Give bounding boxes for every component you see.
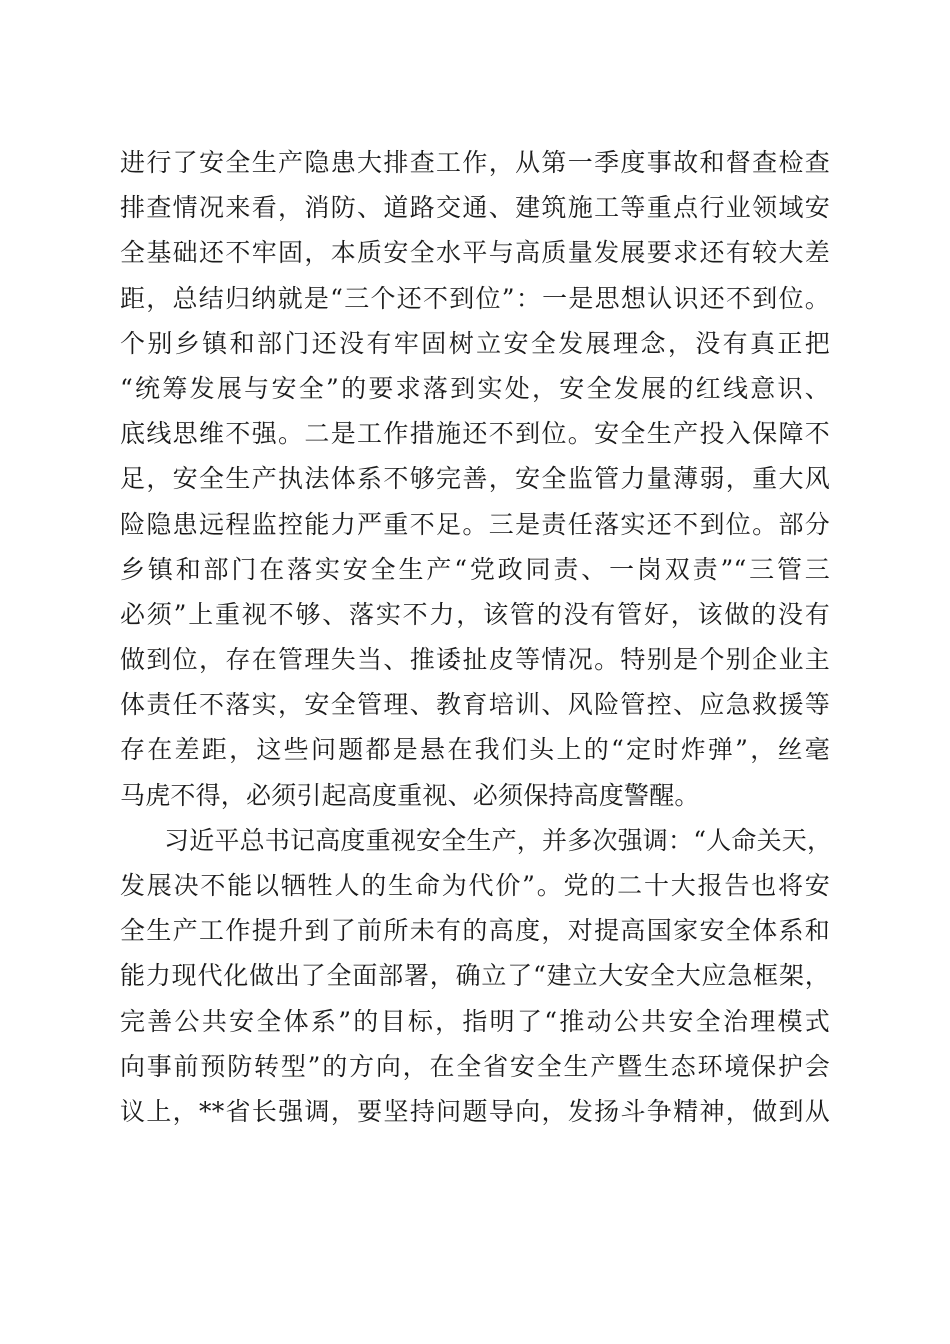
text-line: 能力现代化做出了全面部署，确立了“建立大安全大应急框架，	[120, 961, 830, 991]
text-line: 体责任不落实，安全管理、教育培训、风险管控、应急救援等	[120, 690, 830, 720]
text-line: 存在差距，这些问题都是悬在我们头上的“定时炸弹”，丝毫	[120, 735, 830, 765]
text-line: 发展决不能以牺牲人的生命为代价”。党的二十大报告也将安	[120, 871, 830, 900]
text-line: 完善公共安全体系”的目标，指明了“推动公共安全治理模式	[120, 1006, 830, 1036]
text-line: 必须”上重视不够、落实不力，该管的没有管好，该做的没有	[120, 599, 830, 629]
text-line: 排查情况来看，消防、道路交通、建筑施工等重点行业领域安	[120, 193, 830, 223]
text-line: 距，总结归纳就是“三个还不到位”：一是思想认识还不到位。	[120, 283, 830, 313]
text-line: 个别乡镇和部门还没有牢固树立安全发展理念，没有真正把	[120, 328, 830, 358]
text-line: 底线思维不强。二是工作措施还不到位。安全生产投入保障不	[120, 419, 830, 449]
text-line: 议上，**省长强调，要坚持问题导向，发扬斗争精神，做到从	[120, 1096, 830, 1126]
paragraph-2	[120, 818, 833, 1134]
text-line: 乡镇和部门在落实安全生产“党政同责、一岗双责”“三管三	[120, 554, 830, 584]
text-line: “统筹发展与安全”的要求落到实处，安全发展的红线意识、	[120, 373, 830, 403]
paragraph-1	[120, 140, 830, 818]
text-line: 险隐患远程监控能力严重不足。三是责任落实还不到位。部分	[120, 509, 830, 539]
text-line: 足，安全生产执法体系不够完善，安全监管力量薄弱，重大风	[120, 464, 830, 494]
text-line: 马虎不得，必须引起高度重视、必须保持高度警醒。	[120, 780, 700, 810]
text-line: 向事前预防转型”的方向，在全省安全生产暨生态环境保护会	[120, 1051, 830, 1081]
text-line: 习近平总书记高度重视安全生产，并多次强调：“人命关天，	[164, 825, 833, 855]
text-line: 全生产工作提升到了前所未有的高度，对提高国家安全体系和	[120, 916, 830, 946]
text-line: 全基础还不牢固，本质安全水平与高质量发展要求还有较大差	[120, 238, 830, 268]
text-line: 做到位，存在管理失当、推诿扯皮等情况。特别是个别企业主	[120, 645, 830, 675]
body-text	[120, 140, 833, 1134]
text-line: 进行了安全生产隐患大排查工作，从第一季度事故和督查检查	[120, 148, 830, 177]
